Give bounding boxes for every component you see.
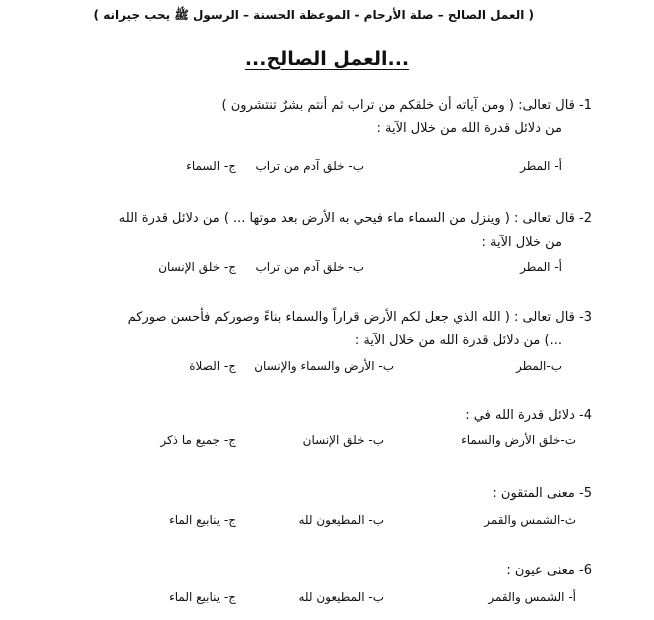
question-3-option-b: ب- الأرض والسماء والإنسان	[254, 359, 394, 373]
question-1-text: 1- قال تعالى: ( ومن آياته أن خلقكم من تراب ثم أنتم بشرٌ تنتشرون )	[221, 98, 592, 113]
question-5-option-b: ب- المطيعون لله	[298, 513, 384, 527]
worksheet-title: ...العمل الصالح...	[244, 48, 410, 70]
question-6-text: 6- معنى عيون :	[506, 563, 592, 578]
question-3-option-a: ب-المطر	[515, 359, 562, 373]
question-5-text: 5- معنى المتقون :	[492, 486, 592, 501]
question-1-option-b: ب- خلق آدم من تراب	[255, 159, 364, 173]
question-3-option-c: ج- الصلاة	[189, 359, 236, 373]
question-1-text-line2: من دلائل قدرة الله من خلال الآية :	[376, 121, 562, 136]
question-2-option-b: ب- خلق آدم من تراب	[255, 260, 364, 274]
question-4-option-c: ج- جميع ما ذكر	[160, 433, 236, 447]
question-6-option-a: أ- الشمس والقمر	[488, 590, 576, 604]
question-5-option-a: ث-الشمس والقمر	[484, 513, 576, 527]
question-1-option-a: أ- المطر	[520, 159, 562, 173]
question-2-option-a: أ- المطر	[520, 260, 562, 274]
question-3-text: 3- قال تعالى : ( الله الذي جعل لكم الأرض قراراً والسماء بناءً وصوركم فأحسن صوركم	[127, 310, 592, 325]
question-2-option-c: ج- خلق الإنسان	[158, 260, 236, 274]
question-4-option-a: ت-خلق الأرض والسماء	[461, 433, 576, 447]
question-3-text-line2: ...) من دلائل قدرة الله من خلال الآية :	[354, 333, 562, 348]
question-4-option-b: ب- خلق الإنسان	[302, 433, 384, 447]
question-2-text: 2- قال تعالى : ( وينزل من السماء ماء فيحي به الأرض بعد موتها ... ) من دلائل قدرة الله	[118, 211, 592, 226]
lesson-topics-header: ( العمل الصالح – صلة الأرحام - الموعظة الحسنة – الرسول ﷺ يحب جيرانه )	[93, 8, 534, 22]
question-6-option-b: ب- المطيعون لله	[298, 590, 384, 604]
question-2-text-line2: من خلال الآية :	[481, 235, 562, 250]
question-6-option-c: ج- ينابيع الماء	[169, 590, 236, 604]
question-1-option-c: ج- السماء	[186, 159, 236, 173]
question-4-text: 4- دلائل قدرة الله في :	[465, 408, 592, 423]
question-5-option-c: ج- ينابيع الماء	[169, 513, 236, 527]
